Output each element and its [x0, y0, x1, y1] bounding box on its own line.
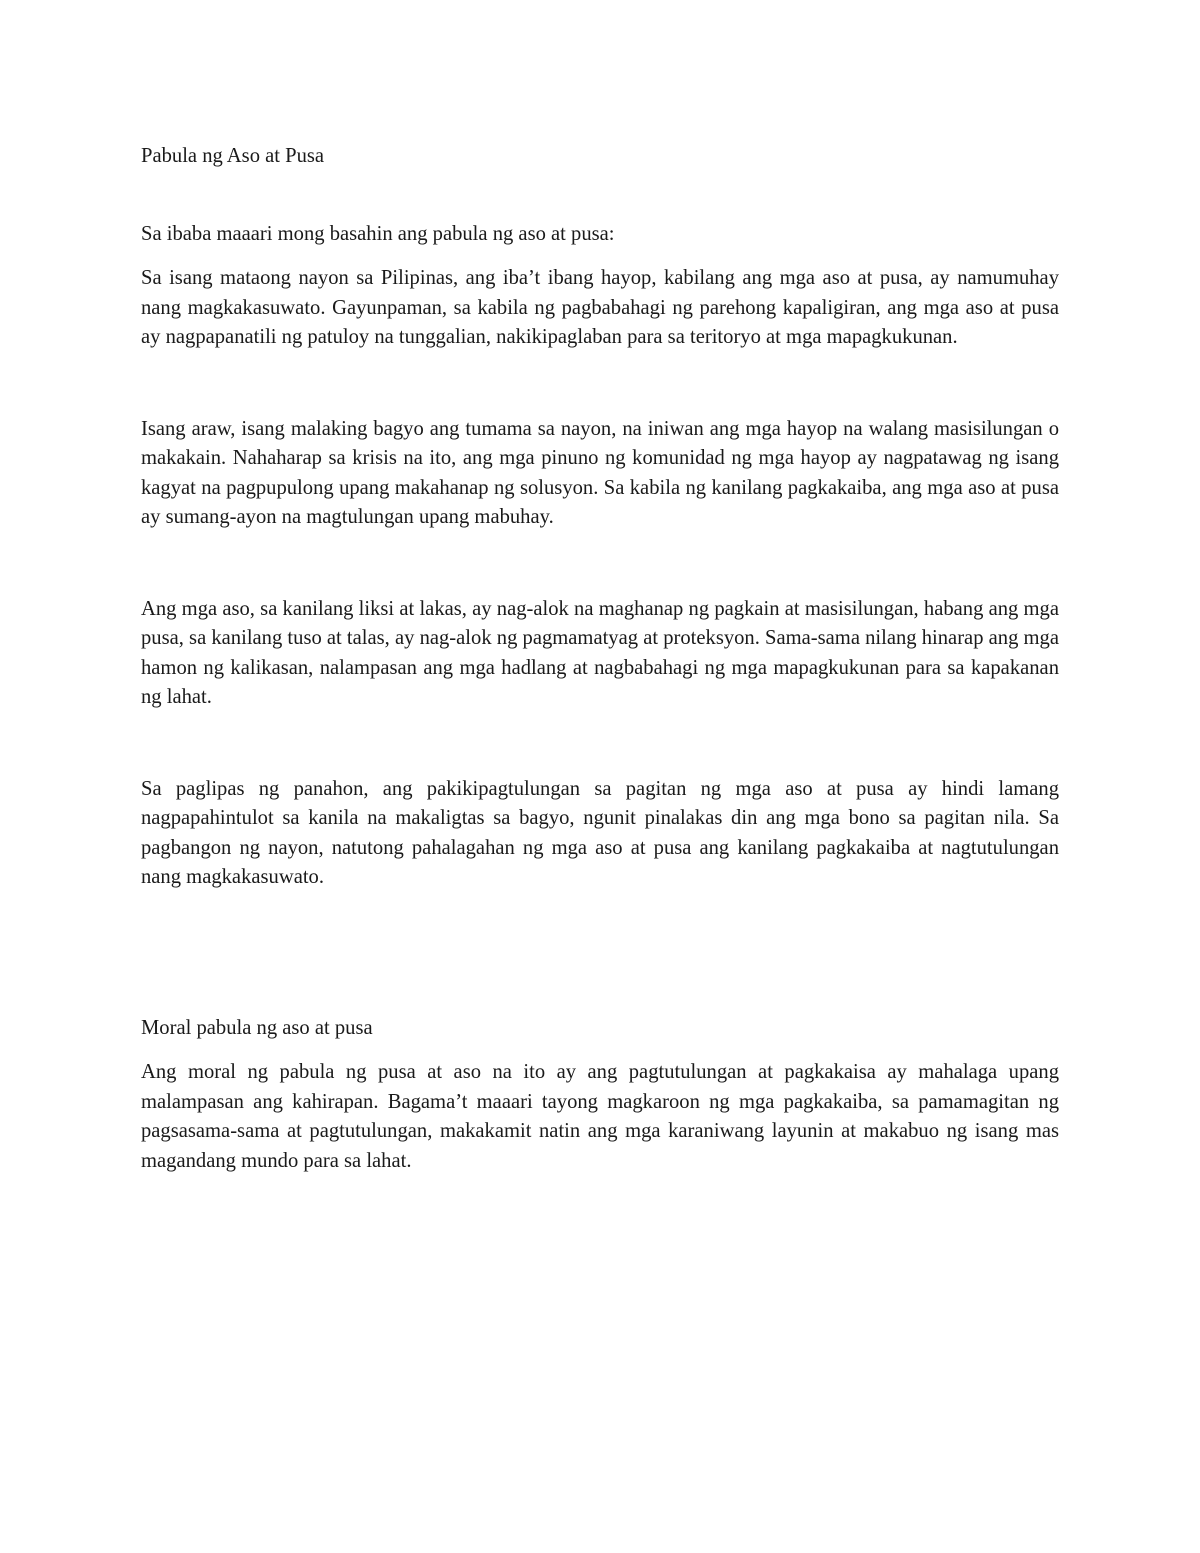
document-body	[141, 142, 1059, 1176]
paragraph-3: Ang mga aso, sa kanilang liksi at lakas, ay nag-alok na maghanap ng pagkain at masisilungan, habang ang mga pusa, sa kanilang tuso at talas, ay nag-alok ng pagmamatyag at proteksyon. Sama-sama nilang hinarap ang mga hamon ng kalikasan, nalampasan ang mga hadlang at nagbabahagi ng mga mapagkukunan para sa kapakanan ng lahat.	[141, 597, 1059, 708]
moral-heading: Moral pabula ng aso at pusa	[141, 1016, 373, 1039]
document-title: Pabula ng Aso at Pusa	[141, 145, 325, 167]
intro-line: Sa ibaba maaari mong basahin ang pabula ng aso at pusa:	[141, 222, 615, 245]
paragraph-4: Sa paglipas ng panahon, ang pakikipagtulungan sa pagitan ng mga aso at pusa ay hindi lamang nagpapahintulot sa kanila na makaligtas sa bagyo, ngunit pinalakas din ang mga bono sa pagitan nila. Sa pagbangon ng nayon, natutong pahalagahan ng mga aso at pusa ang kanilang pagkakaiba at nagtutulungan nang magkakasuwato.	[141, 777, 1059, 888]
paragraph-1: Sa isang mataong nayon sa Pilipinas, ang iba’t ibang hayop, kabilang ang mga aso at pusa, ay namumuhay nang magkakasuwato. Gayunpaman, sa kabila ng pagbabahagi ng parehong kapaligiran, ang mga aso at pusa ay nagpapanatili ng patuloy na tunggalian, nakikipaglaban para sa teritoryo at mga mapagkukunan.	[141, 267, 1059, 348]
paragraph-2: Isang araw, isang malaking bagyo ang tumama sa nayon, na iniwan ang mga hayop na walang masisilungan o makakain. Nahaharap sa krisis na ito, ang mga pinuno ng komunidad ng mga hayop ay nagpatawag ng isang kagyat na pagpupulong upang makahanap ng solusyon. Sa kabila ng kanilang pagkakaiba, ang mga aso at pusa ay sumang-ayon na magtulungan upang mabuhay.	[141, 417, 1059, 528]
moral-paragraph: Ang moral ng pabula ng pusa at aso na ito ay ang pagtutulungan at pagkakaisa ay mahalaga upang malampasan ang kahirapan. Bagama’t maaari tayong magkaroon ng mga pagkakaiba, sa pamamagitan ng pagsasama-sama at pagtutulungan, makakamit natin ang mga karaniwang layunin at makabuo ng isang mas magandang mundo para sa lahat.	[141, 1061, 1059, 1172]
